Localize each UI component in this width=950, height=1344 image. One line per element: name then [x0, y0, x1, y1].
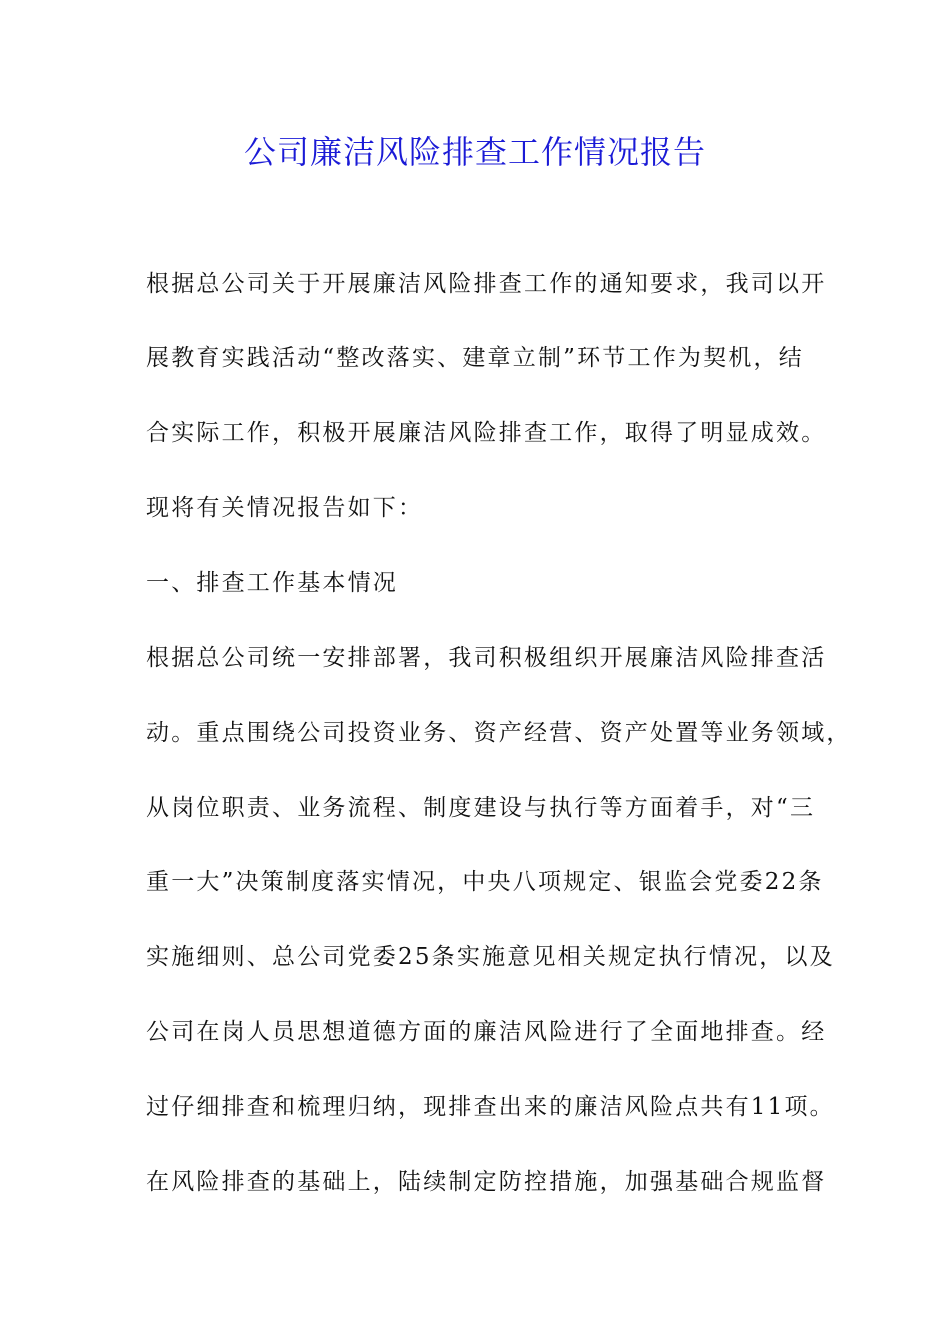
body-line: 动。重点围绕公司投资业务、资产经营、资产处置等业务领域， — [146, 720, 852, 746]
body-line: 重一大”决策制度落实情况，中央八项规定、银监会党委22条 — [146, 869, 824, 895]
body-line: 公司在岗人员思想道德方面的廉洁风险进行了全面地排查。经 — [146, 1019, 827, 1045]
document-title: 公司廉洁风险排查工作情况报告 — [243, 133, 706, 171]
body-line: 根据总公司关于开展廉洁风险排查工作的通知要求，我司以开 — [146, 271, 827, 297]
body-line: 过仔细排查和梳理归纳，现排查出来的廉洁风险点共有11项。 — [146, 1094, 835, 1120]
body-line: 从岗位职责、业务流程、制度建设与执行等方面着手，对“三 — [146, 795, 816, 821]
body-line: 现将有关情况报告如下： — [146, 495, 424, 521]
body-line: 根据总公司统一安排部署，我司积极组织开展廉洁风险排查活 — [146, 645, 827, 671]
body-line: 在风险排查的基础上，陆续制定防控措施，加强基础合规监督 — [146, 1169, 827, 1195]
section-heading: 一、排查工作基本情况 — [146, 570, 398, 596]
body-line: 展教育实践活动“整改落实、建章立制”环节工作为契机，结 — [146, 345, 804, 371]
body-line: 实施细则、总公司党委25条实施意见相关规定执行情况，以及 — [146, 944, 835, 970]
body-line: 合实际工作，积极开展廉洁风险排查工作，取得了明显成效。 — [146, 420, 827, 446]
